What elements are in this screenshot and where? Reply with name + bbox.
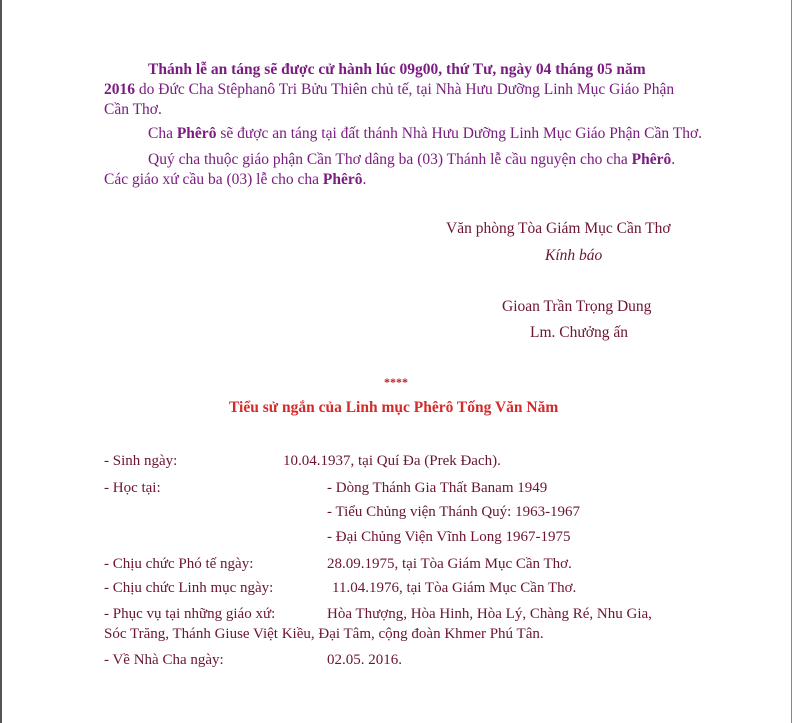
notice-paragraph-3-line-1	[148, 150, 675, 170]
signer-name: Gioan Trần Trọng Dung	[502, 298, 652, 315]
bio-row-deacon: - Chịu chức Phó tế ngày:	[104, 556, 254, 572]
bio-value-parishes: Hòa Thượng, Hòa Hinh, Hòa Lý, Chàng Ré, Nhu Gia,	[327, 606, 652, 622]
bio-value-priest: 11.04.1976, tại Tòa Giám Mục Cần Thơ.	[332, 580, 577, 596]
signer-role: Lm. Chưởng ấn	[530, 324, 628, 341]
burial-text-start: Cha	[148, 125, 177, 142]
bio-row-birth	[104, 451, 177, 471]
punctuation: .	[671, 151, 676, 168]
notice-paragraph-2	[148, 124, 702, 144]
bio-row-parishes: - Phục vụ tại những giáo xứ:	[104, 606, 276, 622]
bio-value-education-2: - Tiểu Chủng viện Thánh Quý: 1963-1967	[327, 504, 581, 520]
office-name: Văn phòng Tòa Giám Mục Cần Thơ	[446, 220, 671, 237]
mass-location-end: Cần Thơ.	[104, 101, 162, 118]
priest-name: Phêrô	[322, 171, 363, 188]
bio-label: - Sinh ngày:	[104, 453, 178, 469]
mass-celebrant-text: do Đức Cha Stêphanô Tri Bửu Thiên chủ tế, tại Nhà Hưu Dưỡng Linh Mục Giáo Phận	[135, 81, 675, 98]
burial-text-end: sẽ được an táng tại đất thánh Nhà Hưu Dưỡng Linh Mục Giáo Phận Cần Thơ.	[216, 125, 703, 142]
parish-request-text: Các giáo xứ cầu ba (03) lễ cho cha	[104, 171, 323, 188]
bio-value-parishes-cont: Sóc Trăng, Thánh Giuse Việt Kiều, Đại Tâm, cộng đoàn Khmer Phú Tân.	[104, 626, 544, 642]
bio-row-priest: - Chịu chức Linh mục ngày:	[104, 580, 274, 596]
bio-title: Tiểu sử ngắn của Linh mục Phêrô Tống Văn Năm	[229, 399, 559, 416]
regards-text: Kính báo	[545, 247, 603, 264]
priest-name: Phêrô	[176, 125, 217, 142]
bio-row-education: - Học tại:	[104, 480, 161, 496]
bio-value-retirement: 02.05. 2016.	[327, 652, 402, 668]
bio-row-retirement: - Về Nhà Cha ngày:	[104, 652, 224, 668]
notice-paragraph-1-line-3	[104, 100, 162, 120]
bio-value-education-3: - Đại Chủng Viện Vĩnh Long 1967-1975	[327, 529, 571, 545]
notice-paragraph-1-line-2	[104, 80, 704, 100]
bio-value-birth: 10.04.1937, tại Quí Đa (Prek Đach).	[283, 453, 501, 469]
mass-time-text: Thánh lễ an táng sẽ được cử hành lúc 09g00, thứ Tư, ngày 04 tháng 05 năm	[148, 61, 646, 78]
prayer-request-text: Quý cha thuộc giáo phận Cần Thơ dâng ba (03) Thánh lễ cầu nguyện cho cha	[148, 151, 632, 168]
punctuation: .	[362, 171, 367, 188]
section-separator: ****	[384, 375, 408, 389]
notice-paragraph-3-line-2	[104, 170, 366, 190]
bio-value-education-1: - Dòng Thánh Gia Thất Banam 1949	[327, 480, 548, 496]
mass-year: 2016	[104, 81, 135, 98]
priest-name: Phêrô	[631, 151, 672, 168]
notice-paragraph-1-line-1	[148, 60, 708, 80]
bio-value-deacon: 28.09.1975, tại Tòa Giám Mục Cần Thơ.	[327, 556, 572, 572]
